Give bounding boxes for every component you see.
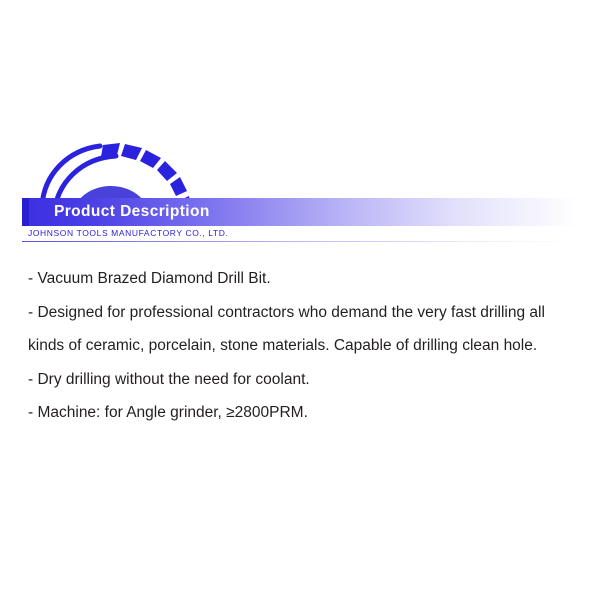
page-title: Product Description	[54, 203, 210, 220]
company-name: JOHNSON TOOLS MANUFACTORY CO., LTD.	[28, 228, 229, 238]
description-line: - Machine: for Angle grinder, ≥2800PRM.	[28, 404, 308, 421]
section-header-accent	[22, 198, 29, 226]
description-line: - Vacuum Brazed Diamond Drill Bit.	[28, 270, 271, 287]
description-body	[28, 262, 558, 430]
header-divider	[22, 241, 578, 242]
description-line: - Designed for professional contractors who demand the very fast drilling all kinds of ceramic, porcelain, stone materials. Capable of drilling clean hole.	[28, 303, 545, 354]
description-line: - Dry drilling without the need for coolant.	[28, 370, 310, 388]
